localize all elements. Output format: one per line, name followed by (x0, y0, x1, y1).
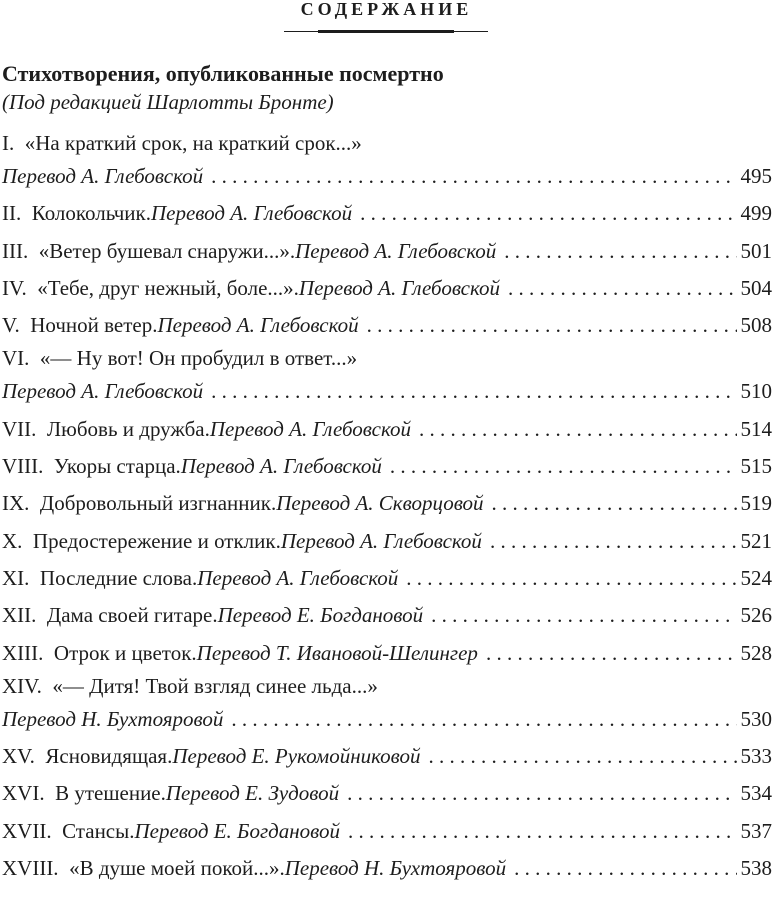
entry-translator: Перевод А. Глебовской (180, 454, 382, 479)
entry-page-number: 508 (740, 313, 772, 338)
entry-line (2, 850, 772, 887)
entry-title: Добровольный изгнанник. (39, 491, 277, 516)
section-title: Стихотворения, опубликованные посмертно (2, 61, 444, 86)
entry-number: XVII. (2, 818, 52, 843)
entry-translator: Перевод А. Глебовской (295, 238, 497, 263)
entry-number: XVI. (2, 781, 45, 806)
toc-entry[interactable] (2, 850, 772, 887)
entry-translator: Перевод А. Глебовской (209, 416, 411, 441)
entry-title: Колокольчик. (31, 201, 151, 226)
entry-page-number: 530 (740, 706, 772, 731)
entry-line (2, 775, 772, 812)
dot-leader (428, 738, 736, 775)
entry-line (2, 129, 772, 158)
dot-leader (406, 560, 736, 597)
dot-leader (390, 448, 737, 485)
entry-line (2, 344, 772, 373)
dot-leader (490, 523, 737, 560)
toc-entry[interactable] (2, 672, 772, 738)
entry-page-number: 538 (740, 856, 772, 881)
entry-line (2, 485, 772, 522)
entry-translator: Перевод Н. Бухтояровой (2, 706, 224, 731)
entry-title: Предостережение и отклик. (32, 528, 281, 553)
entry-page-number: 515 (740, 454, 772, 479)
entry-title: «Ветер бушевал снаружи...». (38, 238, 296, 263)
entry-page-number: 537 (740, 818, 772, 843)
entry-page-number: 501 (740, 238, 772, 263)
entry-translator: Перевод Е. Зудовой (165, 781, 340, 806)
entry-number: VI. (2, 346, 30, 371)
entry-page-number: 504 (740, 275, 772, 300)
entry-number: IV. (2, 275, 27, 300)
dot-leader (508, 270, 736, 307)
entry-line (2, 411, 772, 448)
entry-line (2, 373, 772, 410)
toc-entry[interactable] (2, 597, 772, 634)
dot-leader (504, 233, 736, 270)
dot-leader (211, 158, 736, 195)
entry-page-number: 499 (740, 201, 772, 226)
toc-entry[interactable] (2, 813, 772, 850)
entry-page-number: 533 (740, 744, 772, 769)
entry-title: Любовь и дружба. (46, 416, 210, 441)
entry-title: «Тебе, друг нежный, боле...». (37, 275, 299, 300)
entry-page-number: 510 (740, 379, 772, 404)
entry-translator: Перевод Е. Богдановой (217, 603, 424, 628)
entry-line (2, 597, 772, 634)
toc-entry[interactable] (2, 485, 772, 522)
entry-translator: Перевод Т. Ивановой-Шелингер (196, 640, 478, 665)
entry-page-number: 534 (740, 781, 772, 806)
toc-entry[interactable] (2, 738, 772, 775)
entry-line (2, 158, 772, 195)
entry-number: XVIII. (2, 856, 59, 881)
entry-number: IX. (2, 491, 30, 516)
entry-page-number: 519 (740, 491, 772, 516)
entry-number: I. (2, 131, 15, 155)
dot-leader (211, 373, 736, 410)
entry-number: X. (2, 528, 23, 553)
entry-translator: Перевод Е. Богдановой (134, 818, 341, 843)
dot-leader (231, 701, 736, 738)
entry-number: III. (2, 238, 29, 263)
entry-number: II. (2, 201, 22, 226)
toc-entry[interactable] (2, 411, 772, 448)
entry-title: Дама своей гитаре. (46, 603, 218, 628)
entry-translator: Перевод А. Глебовской (2, 379, 204, 404)
toc-entry[interactable] (2, 270, 772, 307)
entry-translator: Перевод А. Глебовской (150, 201, 353, 226)
entry-page-number: 521 (740, 528, 772, 553)
entry-title: «В душе моей покой...». (69, 856, 285, 881)
entry-title: Отрок и цветок. (53, 640, 197, 665)
entry-number: VIII. (2, 454, 44, 479)
toc-entry[interactable] (2, 560, 772, 597)
entry-line (2, 233, 772, 270)
toc-entries (2, 129, 772, 887)
entry-title: Укоры старца. (53, 454, 181, 479)
dot-leader (347, 775, 736, 812)
entry-line (2, 560, 772, 597)
entry-title: «— Ну вот! Он пробудил в ответ...» (39, 346, 358, 371)
toc-entry[interactable] (2, 344, 772, 410)
entry-number: VII. (2, 416, 37, 441)
entry-number: XV. (2, 744, 35, 769)
entry-line (2, 813, 772, 850)
toc-entry[interactable] (2, 307, 772, 344)
entry-translator: Перевод А. Глебовской (197, 565, 399, 590)
entry-line (2, 523, 772, 560)
entry-line (2, 738, 772, 775)
header-rule-accent (318, 30, 454, 33)
toc-entry[interactable] (2, 195, 772, 232)
entry-line (2, 672, 772, 701)
toc-entry[interactable] (2, 635, 772, 672)
toc-entry[interactable] (2, 775, 772, 812)
entry-line (2, 307, 772, 344)
entry-translator: Перевод А. Глебовской (2, 164, 204, 188)
entry-line (2, 635, 772, 672)
entry-title: Стансы. (62, 818, 135, 843)
entry-translator: Перевод А. Глебовской (280, 528, 482, 553)
page-header: СОДЕРЖАНИЕ (300, 0, 473, 19)
entry-page-number: 526 (740, 603, 772, 628)
toc-entry[interactable] (2, 233, 772, 270)
entry-translator: Перевод Н. Бухтояровой (284, 856, 507, 881)
entry-line (2, 448, 772, 485)
toc-entry[interactable] (2, 523, 772, 560)
entry-line (2, 701, 772, 738)
dot-leader (367, 307, 737, 344)
entry-title: Последние слова. (39, 565, 198, 590)
entry-page-number: 495 (740, 164, 772, 188)
dot-leader (419, 411, 737, 448)
entry-page-number: 524 (740, 565, 772, 590)
entry-title: «— Дитя! Твой взгляд синее льда...» (52, 673, 378, 698)
dot-leader (492, 485, 737, 522)
entry-translator: Перевод А. Скворцовой (276, 491, 484, 516)
toc-entry[interactable] (2, 448, 772, 485)
entry-title: В утешение. (55, 781, 166, 806)
entry-number: XIII. (2, 640, 44, 665)
entry-number: V. (2, 313, 20, 338)
entry-line (2, 195, 772, 232)
dot-leader (486, 635, 737, 672)
dot-leader (514, 850, 736, 887)
entry-line (2, 270, 772, 307)
entry-number: XII. (2, 603, 37, 628)
toc-entry[interactable] (2, 129, 772, 195)
dot-leader (348, 813, 736, 850)
entry-translator: Перевод А. Глебовской (157, 313, 359, 338)
entry-translator: Перевод А. Глебовской (298, 275, 501, 300)
entry-page-number: 514 (740, 416, 772, 441)
entry-title: «На краткий срок, на краткий срок...» (24, 131, 362, 155)
entry-translator: Перевод Е. Рукомойниковой (172, 744, 421, 769)
entry-page-number: 528 (740, 640, 772, 665)
entry-number: XIV. (2, 673, 42, 698)
entry-title: Ночной ветер. (30, 313, 158, 338)
section-subtitle: (Под редакцией Шарлотты Бронте) (2, 90, 334, 114)
entry-title: Ясновидящая. (45, 744, 173, 769)
entry-number: XI. (2, 565, 30, 590)
dot-leader (431, 597, 736, 634)
dot-leader (360, 195, 736, 232)
